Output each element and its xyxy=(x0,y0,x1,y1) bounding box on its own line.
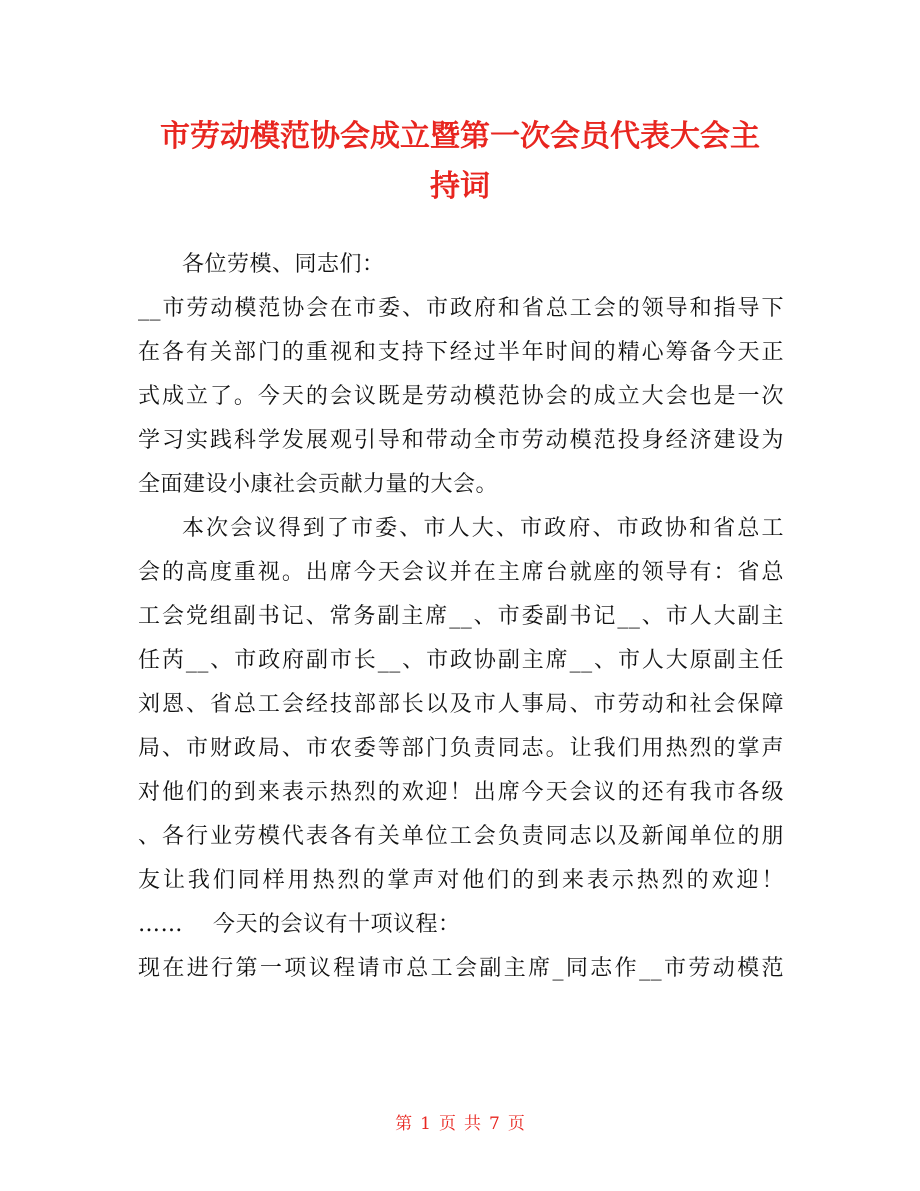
body-line: 、各行业劳模代表各有关单位工会负责同志以及新闻单位的朋 xyxy=(138,824,784,849)
title-line-2: 持词 xyxy=(430,169,490,204)
footer-page-unit: 页 xyxy=(439,1114,456,1134)
body-line: 现在进行第一项议程请市总工会副主席_同志作__市劳动模范 xyxy=(138,956,784,981)
body-line: 在各有关部门的重视和支持下经过半年时间的精心筹备今天正 xyxy=(138,340,784,365)
body-line: 学习实践科学发展观引导和带动全市劳动模范投身经济建设为 xyxy=(138,428,784,453)
body-line: 式成立了。今天的会议既是劳动模范协会的成立大会也是一次 xyxy=(138,384,784,409)
agenda-line: …… 今天的会议有十项议程： xyxy=(138,912,461,937)
body-line: 本次会议得到了市委、市人大、市政府、市政协和省总工 xyxy=(182,516,784,541)
document-body xyxy=(138,243,784,991)
document-title xyxy=(110,112,810,212)
title-line-1: 市劳动模范协会成立暨第一次会员代表大会主 xyxy=(160,119,760,154)
body-line: 局、市财政局、市农委等部门负责同志。让我们用热烈的掌声 xyxy=(138,736,784,761)
body-line: 友让我们同样用热烈的掌声对他们的到来表示热烈的欢迎！ xyxy=(138,868,784,893)
body-line: 对他们的到来表示热烈的欢迎！出席今天会议的还有我市各级 xyxy=(138,780,784,805)
body-line: 会的高度重视。出席今天会议并在主席台就座的领导有：省总 xyxy=(138,560,784,585)
body-line: 工会党组副书记、常务副主席__、市委副书记__、市人大副主 xyxy=(138,604,784,629)
body-line: 全面建设小康社会贡献力量的大会。 xyxy=(138,472,499,497)
footer-page-label: 第 xyxy=(395,1114,413,1134)
footer-total-unit: 页 xyxy=(507,1114,525,1134)
footer-total-pages: 7 xyxy=(489,1114,500,1134)
salutation-line: 各位劳模、同志们： xyxy=(182,252,385,277)
footer-current-page: 1 xyxy=(420,1114,431,1134)
footer-total-label: 共 xyxy=(464,1114,481,1134)
body-line: 刘恩、省总工会经技部部长以及市人事局、市劳动和社会保障 xyxy=(138,692,784,717)
body-line: __市劳动模范协会在市委、市政府和省总工会的领导和指导下 xyxy=(138,296,784,321)
body-line: 任芮__、市政府副市长__、市政协副主席__、市人大原副主任 xyxy=(138,648,784,673)
page-footer xyxy=(0,1112,920,1136)
